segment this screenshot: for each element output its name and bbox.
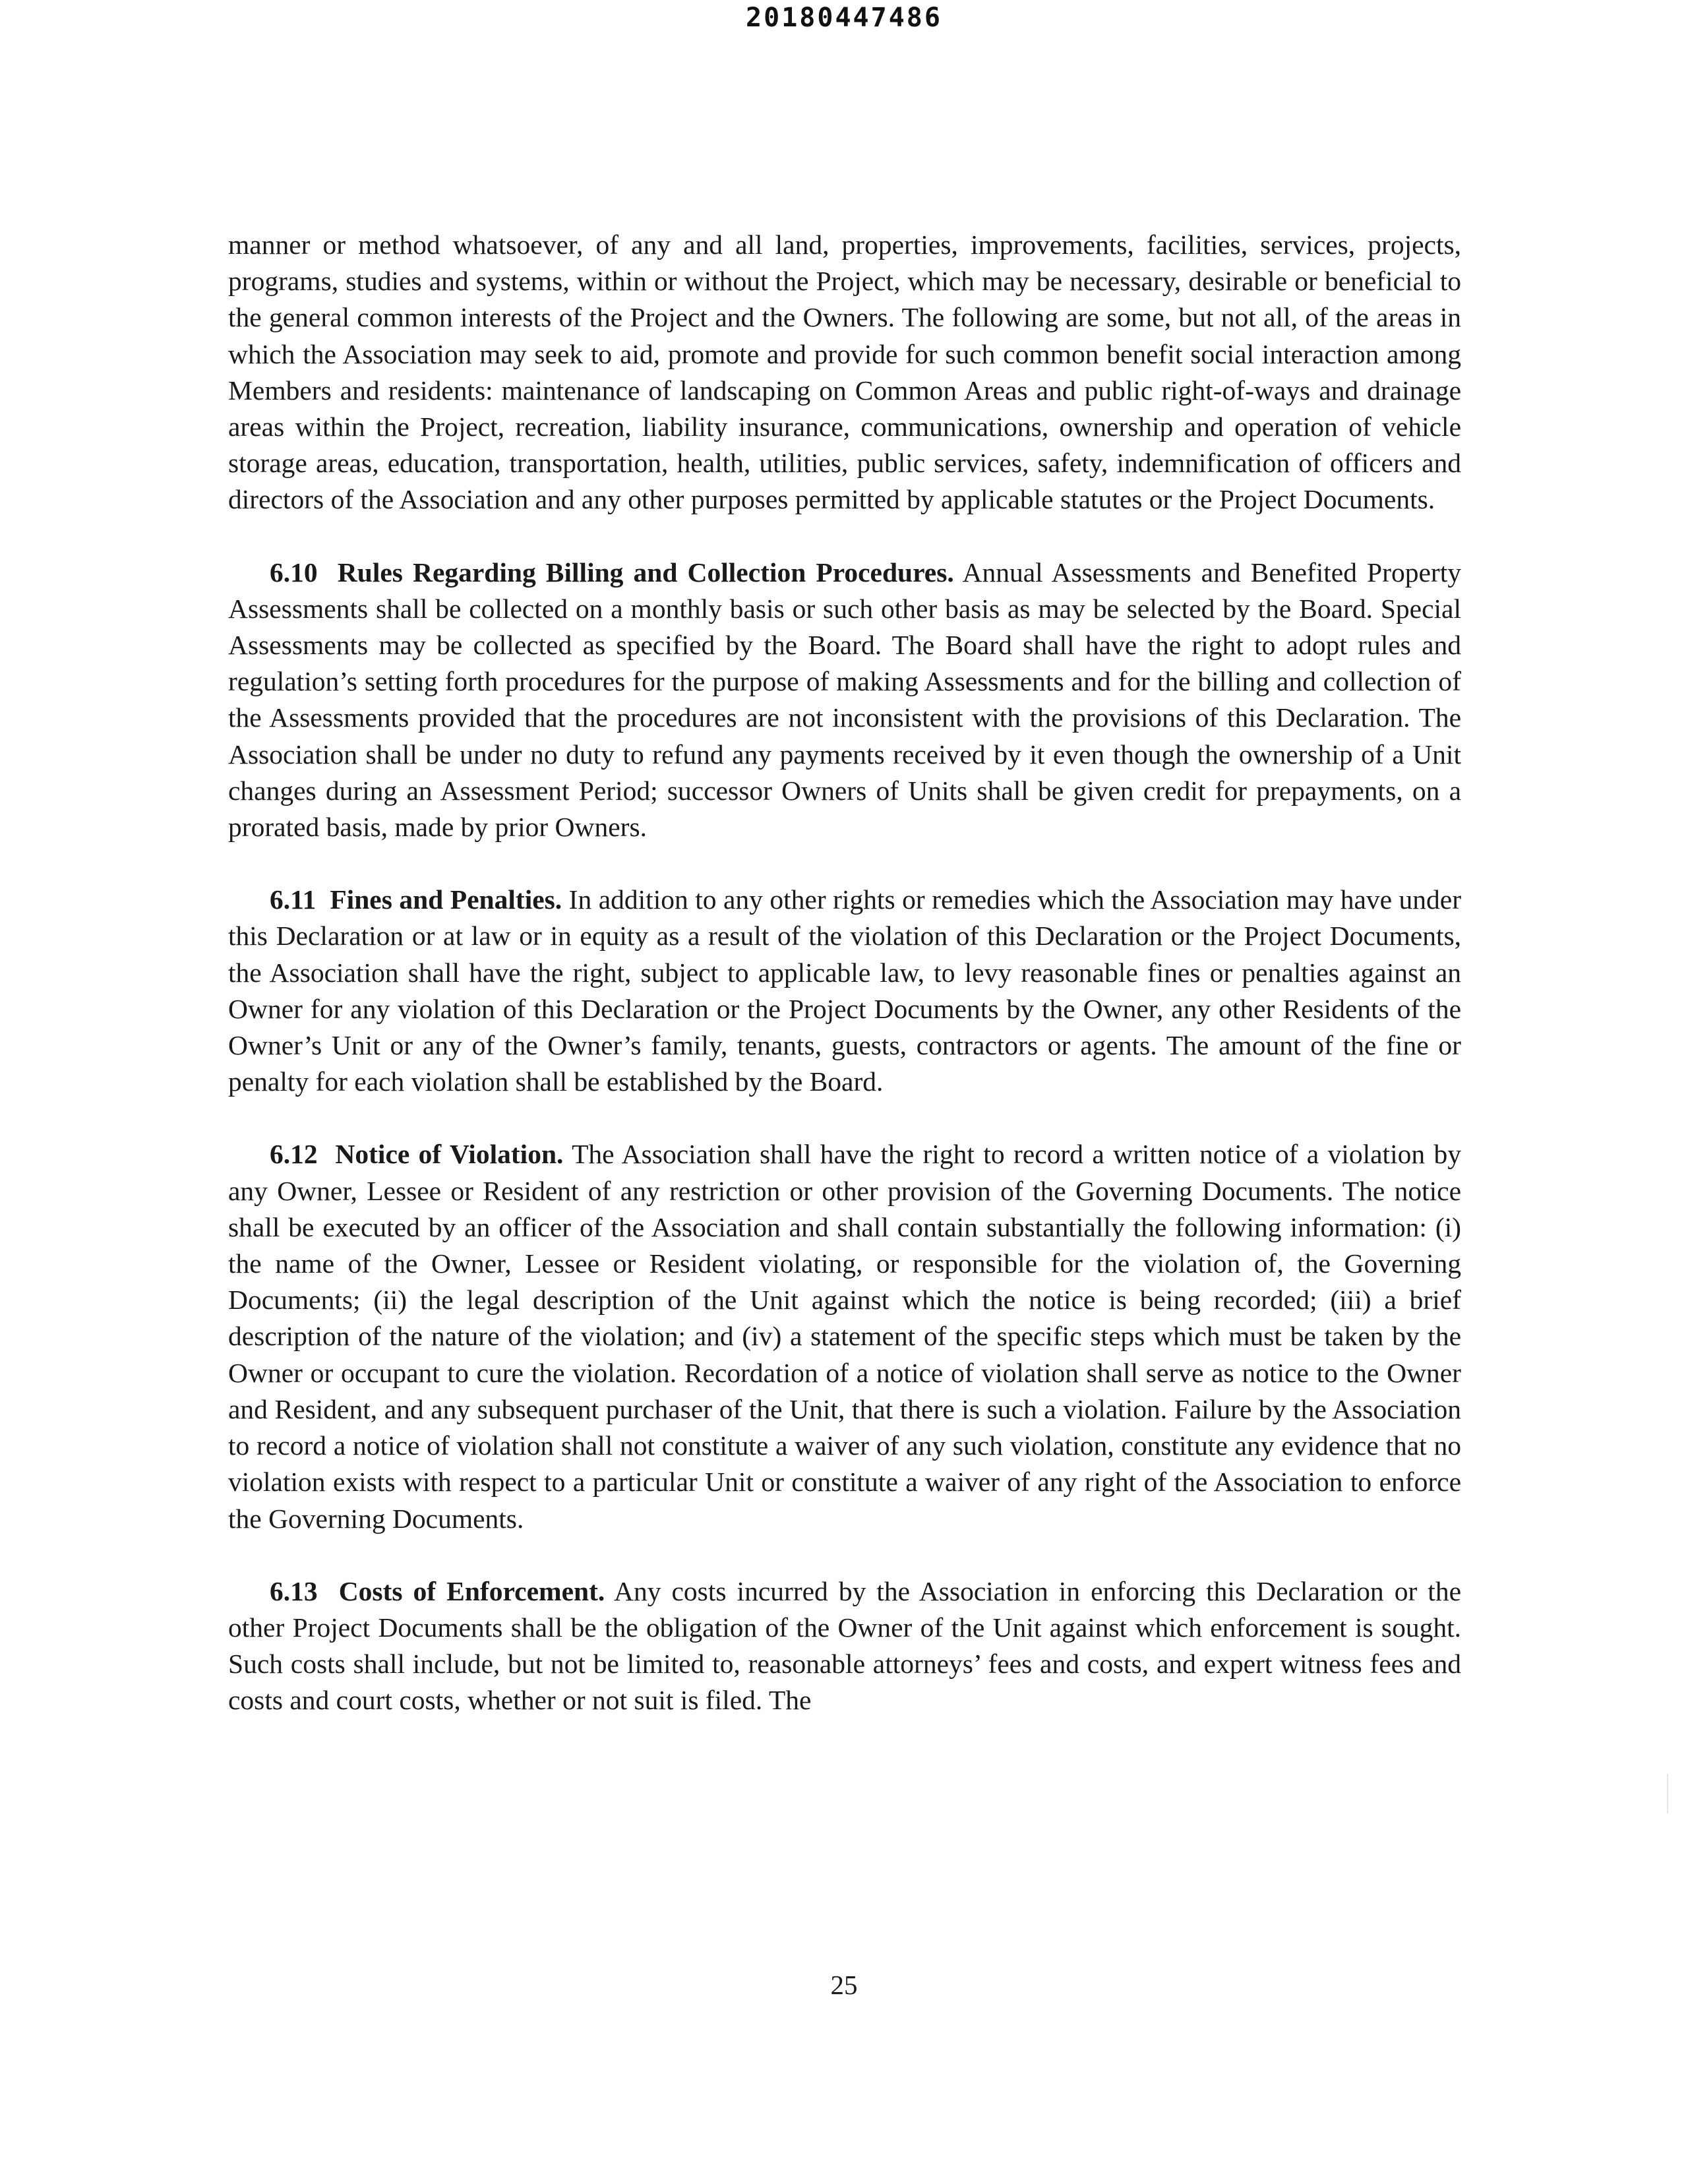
section-number: 6.13 bbox=[270, 1575, 318, 1606]
section-6-10 bbox=[228, 555, 1461, 846]
continued-paragraph: manner or method whatsoever, of any and all land, properties, improvements, facilities, services, projects, programs, studies and systems, within or without the Project, which may be necessary, desirable or beneficial to the general common interests of the Project and the Owners. The following are some, but not all, of the areas in which the Association may seek to aid, promote and provide for such common benefit social interaction among Members and residents: maintenance of landscaping on Common Areas and public right-of-ways and drainage areas within the Project, recreation, liability insurance, communications, ownership and operation of vehicle storage areas, education, transportation, health, utilities, public services, safety, indemnification of officers and directors of the Association and any other purposes permitted by applicable statutes or the Project Documents. bbox=[228, 229, 1461, 515]
section-6-13 bbox=[228, 1573, 1461, 1719]
scan-margin-mark bbox=[1667, 1774, 1668, 1813]
section-text: The Association shall have the right to record a written notice of a violation by any Owner, Lessee or Resident of any restriction or other provision of the Governing Documents. The notice shall be executed by an officer of the Association and shall contain substantially the following information: (i) the name of the Owner, Lessee or Resident violating, or responsible for the violation of, the Governing Documents; (ii) the legal description of the Unit against which the notice is being recorded; (iii) a brief description of the nature of the violation; and (iv) a statement of the specific steps which must be taken by the Owner or occupant to cure the violation. Recordation of a notice of violation shall serve as notice to the Owner and Resident, and any subsequent purchaser of the Unit, that there is such a violation. Failure by the Association to record a notice of violation shall not constitute a waiver of any such violation, constitute any evidence that no violation exists with respect to a particular Unit or constitute a waiver of any right of the Association to enforce the Governing Documents. bbox=[228, 1139, 1461, 1534]
section-title: Costs of Enforcement. bbox=[338, 1575, 605, 1606]
section-text: Any costs incurred by the Association in enforcing this Declaration or the other Project Documents shall be the obligation of the Owner of the Unit against which enforcement is sought. Such costs shall include, but not be limited to, reasonable attorneys’ fees and costs, and expert witness fees and costs and court costs, whether or not suit is filed. The bbox=[228, 1575, 1462, 1716]
section-title: Fines and Penalties. bbox=[330, 884, 562, 915]
document-number: 20180447486 bbox=[746, 3, 942, 33]
section-number: 6.11 bbox=[270, 884, 316, 915]
document-body bbox=[228, 227, 1461, 1755]
page-number: 25 bbox=[830, 1970, 858, 2000]
section-text: Annual Assessments and Benefited Property Assessments shall be collected on a monthly basis or such other basis as may be selected by the Board. Special Assessments may be collected as specified by the Board. The Board shall have the right to adopt rules and regulation’s setting forth procedures for the purpose of making Assessments and for the billing and collection of the Assessments provided that the procedures are not inconsistent with the provisions of this Declaration. The Association shall be under no duty to refund any payments received by it even though the ownership of a Unit changes during an Assessment Period; successor Owners of Units shall be given credit for prepayments, on a prorated basis, made by prior Owners. bbox=[228, 557, 1461, 843]
section-text: In addition to any other rights or remedies which the Association may have under this Declaration or at law or in equity as a result of the violation of this Declaration or the Project Documents, the Association shall have the right, subject to applicable law, to levy reasonable fines or penalties against an Owner for any violation of this Declaration or the Project Documents by the Owner, any other Residents of the Owner’s Unit or any of the Owner’s family, tenants, guests, contractors or agents. The amount of the fine or penalty for each violation shall be established by the Board. bbox=[228, 884, 1462, 1097]
section-6-11 bbox=[228, 882, 1461, 1100]
section-title: Notice of Violation. bbox=[335, 1139, 564, 1170]
section-number: 6.12 bbox=[270, 1139, 318, 1170]
section-6-12 bbox=[228, 1136, 1461, 1536]
section-number: 6.10 bbox=[270, 557, 318, 588]
section-title: Rules Regarding Billing and Collection Procedures. bbox=[337, 557, 954, 588]
